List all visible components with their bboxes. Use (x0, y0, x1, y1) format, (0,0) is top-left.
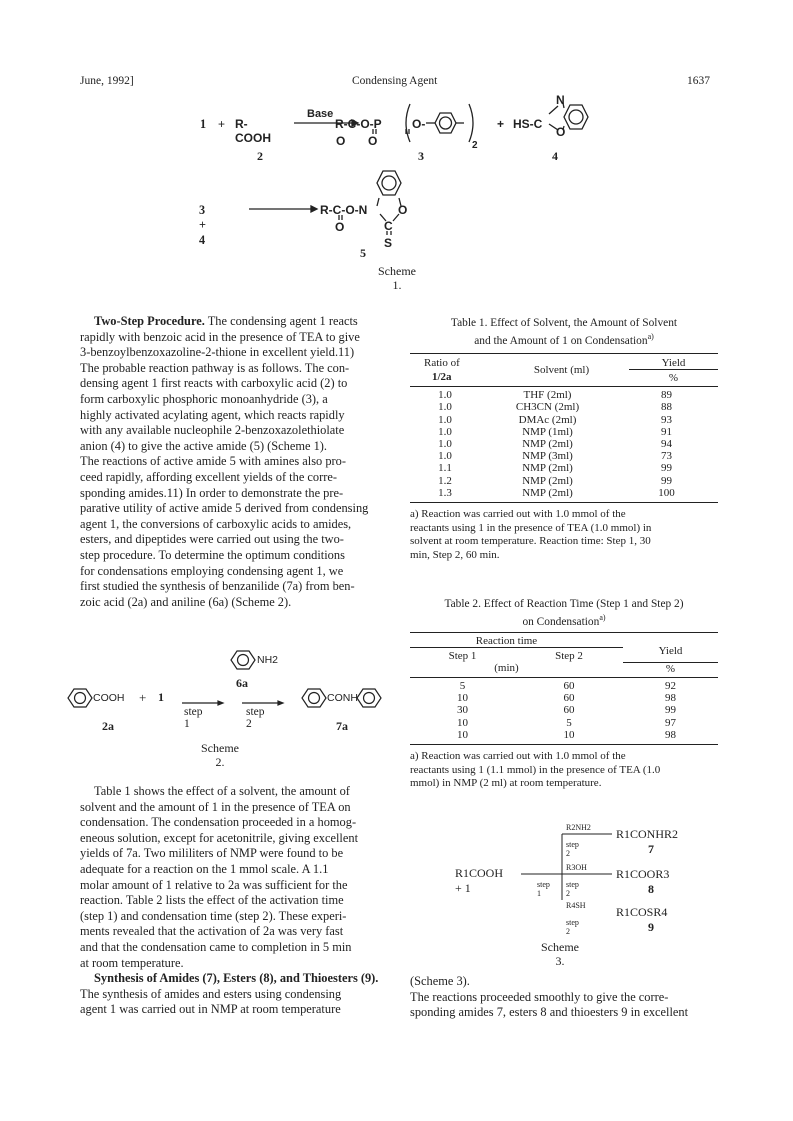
table-cell: 91 (661, 425, 672, 438)
svg-text:+: + (497, 117, 505, 131)
text-line: densing agent 1 first reacts with carboxylic acid (2) to (80, 376, 348, 391)
table-cell: NMP (2ml) (522, 486, 573, 499)
svg-text:O: O (335, 220, 345, 234)
scheme3-step2-amide: step 2 (566, 840, 579, 858)
table-cell: 94 (661, 438, 672, 451)
table-cell: 88 (661, 401, 672, 414)
svg-text:O: O (398, 203, 408, 217)
scheme3-start: R1COOH + 1 (455, 866, 504, 895)
scheme1-plus: + (218, 117, 226, 131)
text-line: Table 1 shows the effect of a solvent, the amount of (94, 784, 350, 798)
text-line: esters, and dipeptides were carried out using the two- (80, 532, 344, 547)
text-line: agent 1 was carried out in NMP at room temperature (80, 1002, 341, 1017)
table2-header: Reaction time Yield Step 1 Step 2 (min) % (410, 635, 718, 675)
text-line: ments revealed that the activation of 2a was very fast (80, 924, 344, 939)
table-cell: 30 (457, 704, 468, 717)
table-cell: 5 (566, 716, 572, 729)
svg-text:N: N (556, 93, 565, 107)
text-line: 3-benzoylbenzoxazoline-2-thione in excellent yield.11) (80, 345, 355, 360)
table-cell: 1.2 (438, 474, 452, 487)
svg-text:C: C (384, 219, 393, 233)
scheme3-step1: step 1 (537, 880, 550, 898)
table1-header: Ratio of Solvent (ml) Yield 1/2a % (410, 357, 718, 384)
scheme2-compound-7a: 7a (336, 719, 348, 733)
section-heading-amides: Synthesis of Amides (7), Esters (8), and Thioesters (9). (94, 971, 379, 986)
scheme2-caption: Scheme 2. (201, 741, 239, 769)
table-cell: THF (2ml) (523, 389, 572, 402)
text-line: adequate for a reaction on the 1 mmol scale. A 1.1 (80, 861, 329, 876)
text-line: sponding amides.11) In order to demonstrate the pre- (80, 485, 344, 500)
table-cell: 1.0 (438, 413, 452, 426)
table-cell: 73 (661, 450, 672, 463)
table-cell: 1.0 (438, 438, 452, 451)
table-cell: 5 (459, 679, 466, 692)
scheme3-step2-ester: step 2 (566, 880, 579, 898)
svg-text:O: O (556, 125, 566, 139)
table-cell: NMP (2ml) (522, 474, 573, 487)
table2-title: Table 2. Effect of Reaction Time (Step 1 and Step 2) on Condensation$^{a)}$ (444, 598, 684, 628)
table-cell: NMP (2ml) (522, 462, 573, 475)
scheme2-step1: step 1 (184, 706, 203, 730)
table1-footnote: a) Reaction was carried out with 1.0 mmol of the reactants using 1 in the presence of TEA (1.0 mmol) in solvent at room temperature. Reaction time: Step 1, 30 min, Step 2, 60 min. (410, 508, 652, 561)
table-cell: 1.3 (438, 486, 452, 499)
scheme3-compound-8: 8 (648, 882, 654, 896)
svg-text:O-: O- (412, 117, 426, 131)
scheme3-product-amide: R1CONHR2 (616, 827, 679, 841)
scheme3-compound-9: 9 (648, 920, 654, 934)
running-header-date: June, 1992] (80, 75, 134, 87)
text-line: eneous solution, except for acetonitrile, giving excellent (80, 830, 359, 845)
scheme1-acid: R-COOH (235, 117, 271, 145)
table-cell: NMP (1ml) (522, 425, 573, 438)
scheme1-compound-4: 4 (552, 149, 558, 163)
scheme1-compound-3: 3 (418, 149, 424, 163)
table-cell: 99 (665, 704, 676, 717)
scheme3-reagent-alcohol: R3OH (566, 863, 587, 872)
table-cell: 10 (457, 716, 468, 729)
paragraph-two-step-line1: Two-Step Procedure. The condensing agent 1 reacts (94, 314, 358, 328)
table-cell: 1.0 (438, 389, 452, 402)
text-line: reaction. Table 2 lists the effect of the activation time (80, 893, 344, 908)
table-cell: CH3CN (2ml) (515, 401, 580, 414)
table-cell: 93 (661, 413, 672, 426)
scheme3-product-ester: R1COOR3 (616, 867, 670, 881)
scheme3-reagent-amine: R2NH2 (566, 823, 591, 832)
table-cell: 1.0 (438, 450, 452, 463)
scheme1-compound-5: 5 (360, 246, 366, 260)
svg-text:HS-C: HS-C (513, 117, 543, 131)
table2-footnote: a) Reaction was carried out with 1.0 mmol of the reactants using 1 (1.1 mmol) in the presence of TEA (1.0 mmol) in NMP (2 ml) at room temperature. (410, 749, 661, 790)
text-line: The reactions of active amide 5 with amines also pro- (80, 454, 346, 469)
scheme3-step2-thioester: step 2 (566, 918, 579, 936)
scheme2-step2: step 2 (246, 706, 265, 730)
scheme3-reagent-thiol: R4SH (566, 901, 586, 910)
text-line: rapidly with benzoic acid in the presence of TEA to give (80, 329, 360, 344)
text-line: with any available nucleophile 2-benzoxazolethiolate (80, 423, 345, 438)
text-line: condensation. The condensation proceeded in a homog- (80, 815, 357, 830)
text-line: yields of 7a. Two mililiters of NMP were found to be (80, 846, 344, 861)
text-line: (Scheme 3). (410, 974, 470, 988)
table-cell: NMP (2ml) (522, 438, 573, 451)
scheme2-reagent-1: 1 (158, 690, 164, 704)
svg-text:2: 2 (472, 140, 478, 151)
text-line: first studied the synthesis of benzanilide (7a) from ben- (80, 579, 355, 594)
running-header-title: Condensing Agent (352, 75, 438, 87)
table-cell: 1.1 (438, 462, 452, 475)
text-line: The reactions proceeded smoothly to give the corre- (410, 989, 669, 1004)
scheme1-compound-2: 2 (257, 149, 263, 163)
table-cell: 1.0 (438, 401, 452, 414)
table-cell: 60 (563, 704, 575, 717)
scheme2-product: CONH (327, 692, 358, 704)
svg-text:R-C-O-N: R-C-O-N (320, 203, 368, 217)
right-column-lower (410, 974, 718, 1021)
text-line: step procedure. To determine the optimum conditions (80, 547, 345, 562)
scheme1-caption: Scheme 1. (378, 264, 416, 292)
text-line: parative utility of active amide 5 derived from condensing (80, 501, 369, 516)
scheme3-product-thioester: R1COSR4 (616, 905, 668, 919)
scheme1-reagent-1: 1 (200, 117, 207, 131)
text-line: The probable reaction pathway is as follows. The con- (80, 360, 350, 375)
text-line: form carboxylic phosphoric monoanhydride (3), a (80, 391, 328, 406)
table-cell: 10 (457, 692, 468, 705)
scheme3-caption: Scheme 3. (541, 940, 579, 968)
text-line: highly activated acylating agent, which reacts rapidly (80, 407, 345, 422)
text-line: sponding amides 7, esters 8 and thioesters 9 in excellent (410, 1005, 689, 1020)
table-cell: 99 (661, 462, 672, 475)
table-cell: 99 (661, 474, 672, 487)
table-cell: 98 (665, 692, 676, 705)
text-line: solvent and the amount of 1 in the presence of TEA on (80, 799, 351, 814)
text-line: zoic acid (2a) and aniline (6a) (Scheme 2). (80, 594, 292, 609)
svg-text:R-C-O-P: R-C-O-P (335, 117, 382, 131)
table-cell: 98 (665, 728, 676, 741)
table-cell: 89 (661, 389, 672, 402)
table-cell: 60 (563, 692, 575, 705)
scheme1-base-label: Base (307, 108, 334, 120)
text-line: The synthesis of amides and esters using condensing (80, 986, 342, 1001)
scheme2-compound-6a: 6a (236, 676, 248, 690)
text-line: molar amount of 1 relative to 2a was sufficient for the (80, 877, 348, 892)
scheme2-acid: COOH (93, 692, 125, 704)
text-line: ceed rapidly, affording excellent yields of the corre- (80, 469, 337, 484)
page-number: 1637 (687, 75, 710, 87)
table-cell: 1.0 (438, 425, 452, 438)
table-cell: 97 (665, 716, 676, 729)
text-line: at room temperature. (80, 955, 184, 970)
table-cell: 10 (457, 728, 468, 741)
table-cell: 92 (665, 679, 676, 692)
table-cell: 100 (658, 486, 675, 499)
svg-text:S: S (384, 236, 393, 250)
svg-text:O: O (336, 134, 346, 148)
scheme2-plus: + (139, 690, 147, 705)
text-line: (step 1) and condensation time (step 2). These experi- (80, 908, 347, 923)
section-heading-two-step: Two-Step Procedure. (94, 314, 205, 328)
scheme1-lhs: 3 + 4 (199, 203, 206, 247)
scheme2-compound-2a: 2a (102, 719, 114, 733)
svg-text:O: O (368, 134, 378, 148)
table-cell: NMP (3ml) (522, 450, 573, 463)
scheme2-amine: NH2 (257, 654, 279, 666)
scheme3-compound-7: 7 (648, 842, 654, 856)
table-cell: DMAc (2ml) (518, 413, 577, 426)
table1-title: Table 1. Effect of Solvent, the Amount of Solvent and the Amount of 1 on Condensation$^{a)}$ (450, 317, 678, 347)
table-cell: 10 (563, 728, 575, 741)
text-line: anion (4) to give the active amide (5) (Scheme 1). (80, 438, 328, 453)
text-line: for condensations employing condensing agent 1, we (80, 563, 344, 578)
text-line: and that the condensation came to completion in 5 min (80, 939, 352, 954)
text-line: agent 1, the conversions of carboxylic acids to amides, (80, 516, 352, 531)
table-cell: 60 (563, 679, 575, 692)
